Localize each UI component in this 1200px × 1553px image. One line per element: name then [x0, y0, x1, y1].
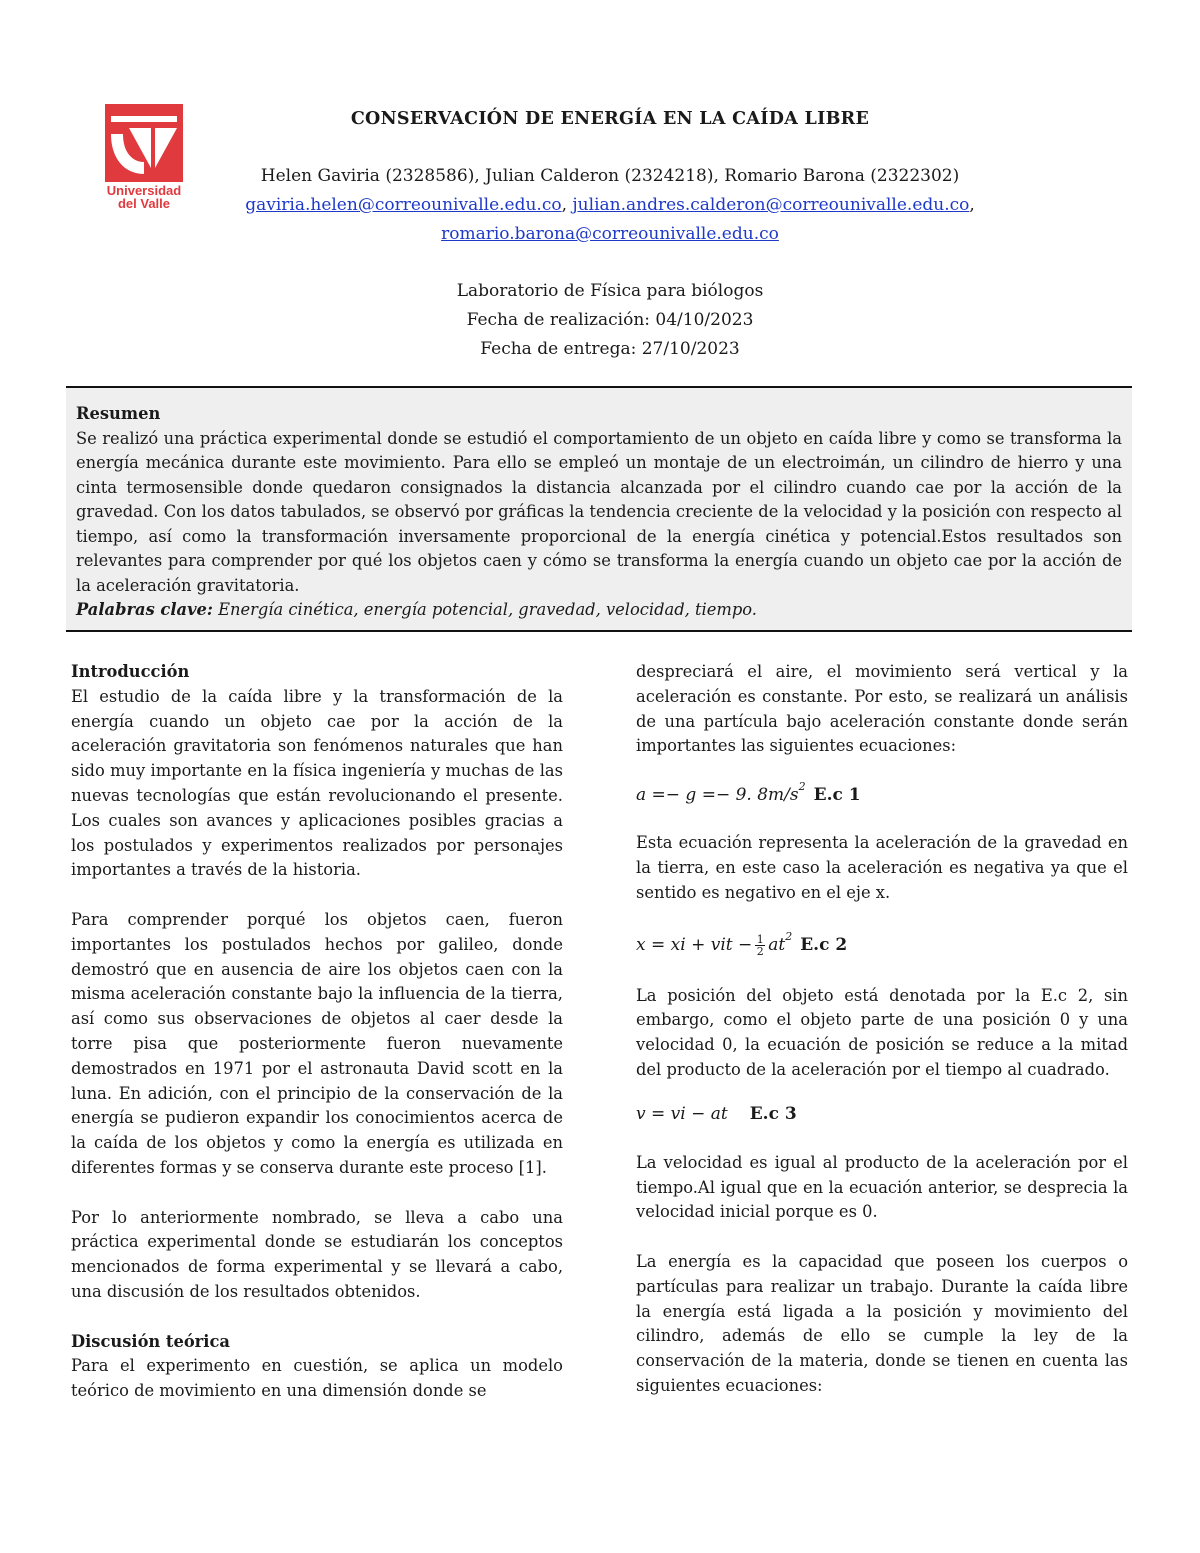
fraction-numerator: 1 [756, 933, 764, 947]
email-link-barona[interactable]: romario.barona@correounivalle.edu.co [441, 224, 779, 244]
equation-2-tag: E.c 2 [800, 935, 848, 956]
intro-paragraph-3: Por lo anteriormente nombrado, se lleva a cabo una práctica experimental donde se estudiarán los conceptos mencionados de forma experimental y se llevará a cabo, una discusión de los resultados obtenidos. [71, 1207, 563, 1301]
right-paragraph-3: La posición del objeto está denotada por la E.c 2, sin embargo, como el objeto parte de una posición 0 y una velocidad 0, la ecuación de posición se reduce a la mitad del producto de la aceleración por el tiempo al cuadrado. [636, 985, 1128, 1079]
equation-2-tail: at [768, 935, 786, 956]
intro-paragraph-1: El estudio de la caída libre y la transformación de la energía cuando un objeto cae por la acción de la aceleración gravitatoria son fenómenos naturales que han sido muy importante en la física ingeniería y muchas de las nuevas tecnologías que están revolucionando el presente. Los cuales son avances y aplicaciones posibles gracias a los postulados y experimentos realizados por personajes importantes a través de la historia. [71, 686, 563, 880]
abstract-heading: Resumen [76, 404, 161, 423]
logo-line-2: del Valle [117, 196, 171, 211]
intro-paragraph-2: Para comprender porqué los objetos caen, fueron importantes los postulados hechos por galileo, donde demostró que en ausencia de aire los objetos caen con la misma aceleración constante bajo la influencia de la tierra, así como sus observaciones de objetos al caer desde la torre pisa que posteriormente fueron nuevamente demostrados en 1971 por el astronauta David scott en la luna. En adición, con el principio de la conservación de la energía se pudieron expandir los conocimientos acerca de la caída de los objetos y como la energía es utilizada en diferentes formas y se conserva durante este proceso [1]. [71, 909, 563, 1177]
left-column [71, 660, 563, 1404]
abstract-box [66, 386, 1132, 632]
emails-line-1 [200, 191, 1020, 220]
univalle-logo-icon [105, 104, 183, 182]
equation-1-exponent: 2 [798, 779, 806, 793]
equation-2 [636, 926, 1128, 966]
equation-1 [636, 775, 1128, 815]
equation-2-exponent: 2 [785, 930, 793, 944]
university-logo [105, 104, 183, 210]
keywords-line [76, 598, 1122, 623]
keywords-text: Energía cinética, energía potencial, gravedad, velocidad, tiempo. [212, 600, 757, 619]
keywords-label: Palabras clave: [76, 600, 213, 619]
abstract-text: Se realizó una práctica experimental donde se estudió el comportamiento de un objeto en caída libre y como se transforma la energía mecánica durante este movimiento. Para ello se empleó un montaje de un electroimán, un cilindro de hierro y una cinta termosensible donde quedaron consignados la distancia alcanzada por el cilindro cuando cae por la acción de la gravedad. Con los datos tabulados, se observó por gráficas la tendencia creciente de la velocidad y la posición con respecto al tiempo, así como la transformación inversamente proporcional de la energía cinética y potencial.Estos resultados son relevantes para comprender por qué los objetos caen y cómo se transforma la energía cuando un objeto cae por la acción de la aceleración gravitatoria. [76, 428, 1122, 595]
right-paragraph-1: despreciará el aire, el movimiento será vertical y la aceleración es constante. Por esto, se realizará un análisis de una partícula bajo aceleración constante donde serán importantes las siguientes ecuaciones: [636, 662, 1128, 756]
logo-line-1: Universidad [106, 183, 182, 198]
lab-name: Laboratorio de Física para biólogos [456, 281, 764, 301]
equation-3-body: v = vi − at [636, 1104, 728, 1125]
equation-3-tag: E.c 3 [749, 1104, 797, 1125]
equation-2-body: x = xi + vit − [636, 935, 753, 956]
right-paragraph-2: Esta ecuación representa la aceleración de la gravedad en la tierra, en este caso la aceleración es negativa ya que el sentido es negativo en el eje x. [636, 833, 1128, 902]
right-paragraph-5: La energía es la capacidad que poseen los cuerpos o partículas para realizar un trabajo. Durante la caída libre la energía está ligada a la posición y movimiento del cilindro, además de ello se cumple la ley de la conservación de la materia, donde se tienen en cuenta las siguientes ecuaciones: [636, 1251, 1128, 1395]
email-separator: , [561, 195, 573, 215]
right-column [636, 660, 1128, 1399]
emails-line-2 [200, 220, 1020, 249]
paper-title: CONSERVACIÓN DE ENERGÍA EN LA CAÍDA LIBRE [350, 109, 870, 129]
discussion-heading: Discusión teórica [71, 1331, 230, 1351]
authors-line: Helen Gaviria (2328586), Julian Calderon (2324218), Romario Barona (2322302) [260, 166, 960, 186]
right-paragraph-4: La velocidad es igual al producto de la aceleración por el tiempo.Al igual que en la ecuación anterior, se desprecia la velocidad inicial porque es 0. [636, 1152, 1128, 1222]
discussion-paragraph-1: Para el experimento en cuestión, se aplica un modelo teórico de movimiento en una dimensión donde se [71, 1356, 563, 1401]
email-link-calderon[interactable]: julian.andres.calderon@correounivalle.edu.co [572, 195, 970, 215]
paper-header [200, 106, 1020, 364]
equation-1-body: a =− g =− 9. 8m/s [636, 784, 799, 805]
fraction-denominator: 2 [756, 945, 764, 959]
fecha-entrega: Fecha de entrega: 27/10/2023 [480, 339, 740, 359]
equation-2-fraction [755, 934, 765, 957]
email-link-gaviria[interactable]: gaviria.helen@correounivalle.edu.co [245, 195, 562, 215]
intro-heading: Introducción [71, 662, 190, 681]
equation-3 [636, 1095, 1128, 1135]
fecha-realizacion: Fecha de realización: 04/10/2023 [466, 310, 754, 330]
email-trailing-comma: , [969, 195, 975, 215]
equation-1-tag: E.c 1 [813, 784, 861, 805]
